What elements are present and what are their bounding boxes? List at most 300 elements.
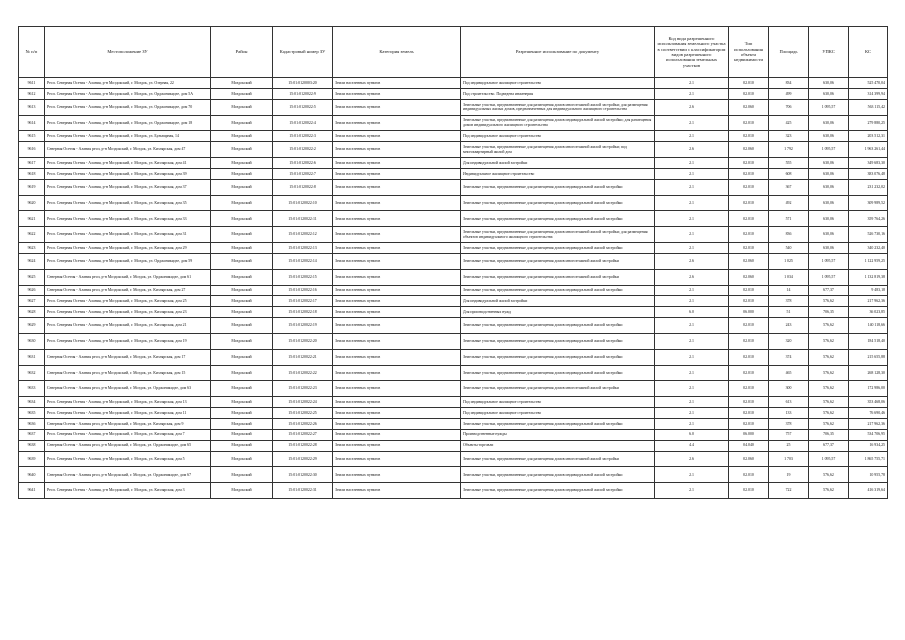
cell-share: 02.060 xyxy=(729,451,769,467)
cell-location: Респ. Северная Осетия - Алания, р-н Моздокский, г. Моздок, ул. Кизлярская, дом 35 xyxy=(45,195,211,211)
cell-code: 2.1 xyxy=(655,318,729,334)
cell-ks: 383 076,48 xyxy=(849,168,888,179)
cell-location: Респ. Северная Осетия - Алания, р-н Моздокский, г. Моздок, ул. Кизлярская, дом 11 xyxy=(45,408,211,419)
cell-category: Земли населенных пунктов xyxy=(333,158,461,169)
cell-ks: 9 483,18 xyxy=(849,285,888,296)
cell-num: 9633 xyxy=(19,381,45,397)
table-row xyxy=(19,269,888,285)
cell-cadastral: 15:01:0120022:7 xyxy=(273,168,333,179)
cell-ks: 340 232,40 xyxy=(849,243,888,254)
cell-area: 14 xyxy=(769,285,809,296)
table-row xyxy=(19,418,888,429)
cell-upks: 576,62 xyxy=(809,397,849,408)
cell-location: Респ. Северная Осетия - Алания, р-н Моздокский, г. Моздок, ул. Бульварная, 14 xyxy=(45,131,211,142)
cell-num: 9619 xyxy=(19,179,45,195)
cell-category: Земли населенных пунктов xyxy=(333,408,461,419)
cell-code: 2.6 xyxy=(655,142,729,158)
table-row xyxy=(19,88,888,99)
cell-upks: 630,06 xyxy=(809,243,849,254)
cell-use: Земельные участки, предназначенные для размещения домов индивидуальной жилой застройки xyxy=(461,365,655,381)
cell-location: Респ. Северная Осетия - Алания, р-н Моздокский, г. Моздок, ул. Кизлярская, дом 19 xyxy=(45,333,211,349)
cell-num: 9622 xyxy=(19,227,45,243)
cell-ks: 1 122 959,25 xyxy=(849,253,888,269)
cell-use: Под индивидуальное жилищное строительство xyxy=(461,397,655,408)
cell-cadastral: 15:01:0120003:20 xyxy=(273,78,333,89)
cell-share: 02.010 xyxy=(729,285,769,296)
land-plots-table xyxy=(18,26,888,499)
cell-use: Индивидуальное жилищное строительство xyxy=(461,168,655,179)
table-row xyxy=(19,285,888,296)
table-row xyxy=(19,440,888,451)
cell-use: Земельные участки, предназначенные для размещения домов многоэтажной жилой застройки xyxy=(461,451,655,467)
cell-area: 836 xyxy=(769,227,809,243)
cell-use: Для производственных нужд xyxy=(461,307,655,318)
cell-location: Респ. Северная Осетия - Алания, р-н Моздокский, г. Моздок, ул. Кизлярская, дом 7 xyxy=(45,429,211,440)
cell-ks: 359 764,26 xyxy=(849,211,888,227)
cell-location: Респ. Северная Осетия - Алания, р-н Моздокский, г. Моздок, ул. Кизлярская, дом 5 xyxy=(45,451,211,467)
cell-category: Земли населенных пунктов xyxy=(333,365,461,381)
cell-cadastral: 15:01:0120022:21 xyxy=(273,349,333,365)
cell-category: Земли населенных пунктов xyxy=(333,88,461,99)
cell-upks: 576,62 xyxy=(809,408,849,419)
cell-ks: 16 934,25 xyxy=(849,440,888,451)
cell-code: 2.1 xyxy=(655,397,729,408)
cell-area: 367 xyxy=(769,179,809,195)
cell-ks: 172 986,00 xyxy=(849,381,888,397)
cell-share: 02.060 xyxy=(729,269,769,285)
cell-area: 613 xyxy=(769,397,809,408)
table-row xyxy=(19,381,888,397)
cell-category: Земли населенных пунктов xyxy=(333,131,461,142)
cell-cadastral: 15:01:0120022:15 xyxy=(273,269,333,285)
cell-share: 02.010 xyxy=(729,78,769,89)
table-row xyxy=(19,408,888,419)
cell-code: 2.6 xyxy=(655,451,729,467)
cell-use: Производственные нужды xyxy=(461,429,655,440)
cell-code: 2.1 xyxy=(655,285,729,296)
cell-location: Респ. Северная Осетия - Алания, р-н Моздокский, г. Моздок, ул. Кизлярская, дом 25 xyxy=(45,296,211,307)
cell-category: Земли населенных пунктов xyxy=(333,483,461,499)
cell-share: 06.000 xyxy=(729,307,769,318)
cell-share: 02.010 xyxy=(729,168,769,179)
cell-cadastral: 15:01:0120022:30 xyxy=(273,467,333,483)
cell-code: 2.1 xyxy=(655,88,729,99)
cell-use: Земельные участки, предназначенные для размещения домов индивидуальной жилой застройки xyxy=(461,285,655,296)
cell-share: 02.010 xyxy=(729,243,769,254)
table-row xyxy=(19,451,888,467)
table-row xyxy=(19,168,888,179)
cell-ks: 526 730,16 xyxy=(849,227,888,243)
table-row xyxy=(19,349,888,365)
cell-district: Моздокский xyxy=(211,381,273,397)
cell-code: 2.1 xyxy=(655,131,729,142)
cell-ks: 76 690,46 xyxy=(849,408,888,419)
cell-area: 425 xyxy=(769,115,809,131)
cell-district: Моздокский xyxy=(211,142,273,158)
table-row xyxy=(19,365,888,381)
cell-location: Респ. Северная Осетия - Алания, р-н Моздокский, г. Моздок, ул. Кизлярская, дом 21 xyxy=(45,318,211,334)
cell-upks: 576,62 xyxy=(809,483,849,499)
cell-num: 9624 xyxy=(19,253,45,269)
cell-district: Моздокский xyxy=(211,243,273,254)
cell-upks: 576,62 xyxy=(809,467,849,483)
cell-upks: 630,06 xyxy=(809,211,849,227)
cell-category: Земли населенных пунктов xyxy=(333,397,461,408)
cell-ks: 563 115,42 xyxy=(849,99,888,115)
cell-share: 02.010 xyxy=(729,179,769,195)
cell-category: Земли населенных пунктов xyxy=(333,381,461,397)
cell-use: Земельные участки, предназначенные для размещения домов индивидуальной жилой застройки xyxy=(461,211,655,227)
cell-share: 04.040 xyxy=(729,440,769,451)
cell-ks: 184 518,40 xyxy=(849,333,888,349)
table-row xyxy=(19,318,888,334)
cell-ks: 10 955,78 xyxy=(849,467,888,483)
cell-upks: 630,06 xyxy=(809,179,849,195)
cell-code: 2.6 xyxy=(655,253,729,269)
cell-area: 1 792 xyxy=(769,142,809,158)
cell-category: Земли населенных пунктов xyxy=(333,429,461,440)
cell-code: 2.1 xyxy=(655,381,729,397)
cell-cadastral: 15:01:0120022:8 xyxy=(273,179,333,195)
table-body xyxy=(19,78,888,499)
cell-use: Объекты торговли xyxy=(461,440,655,451)
cell-use: Земельные участки, предназначенные для размещения домов индивидуальной жилой застройки xyxy=(461,243,655,254)
cell-code: 2.1 xyxy=(655,296,729,307)
header-category: Категория земель xyxy=(333,27,461,78)
cell-area: 499 xyxy=(769,88,809,99)
cell-category: Земли населенных пунктов xyxy=(333,440,461,451)
cell-cadastral: 15:01:0120022:5 xyxy=(273,99,333,115)
cell-upks: 1 095,57 xyxy=(809,451,849,467)
cell-cadastral: 15:01:0120022:23 xyxy=(273,381,333,397)
table-header-row xyxy=(19,27,888,78)
cell-use: Земельные участки, предназначенные для размещения домов индивидуальной жилой застройки xyxy=(461,318,655,334)
cell-share: 02.010 xyxy=(729,296,769,307)
cell-category: Земли населенных пунктов xyxy=(333,179,461,195)
cell-code: 2.1 xyxy=(655,365,729,381)
cell-num: 9617 xyxy=(19,158,45,169)
cell-num: 9614 xyxy=(19,115,45,131)
cell-share: 02.010 xyxy=(729,115,769,131)
cell-area: 243 xyxy=(769,318,809,334)
cell-upks: 630,06 xyxy=(809,88,849,99)
cell-upks: 576,62 xyxy=(809,381,849,397)
cell-upks: 1 095,57 xyxy=(809,142,849,158)
cell-share: 06.000 xyxy=(729,429,769,440)
cell-use: Земельные участки, предназначенные для размещения домов многоэтажной жилой застройки xyxy=(461,381,655,397)
cell-ks: 215 655,88 xyxy=(849,349,888,365)
cell-upks: 630,06 xyxy=(809,78,849,89)
cell-district: Моздокский xyxy=(211,211,273,227)
cell-ks: 140 118,66 xyxy=(849,318,888,334)
cell-category: Земли населенных пунктов xyxy=(333,451,461,467)
table-row xyxy=(19,142,888,158)
cell-upks: 677,37 xyxy=(809,285,849,296)
cell-district: Моздокский xyxy=(211,333,273,349)
cell-upks: 1 095,57 xyxy=(809,253,849,269)
cell-use: Под индивидуальное жилищное строительство xyxy=(461,78,655,89)
header-location: Местоположение ЗУ xyxy=(45,27,211,78)
cell-area: 1 025 xyxy=(769,253,809,269)
cell-location: Респ. Северная Осетия - Алания, р-н Моздокский, г. Моздок, ул. Орджоникидзе, дом 59 xyxy=(45,253,211,269)
cell-category: Земли населенных пунктов xyxy=(333,195,461,211)
cell-district: Моздокский xyxy=(211,296,273,307)
header-code: Код вида разрешенного использования земельного участка в соответствии с классификатором видов разрешенного использования земельных участков xyxy=(655,27,729,78)
cell-upks: 677,37 xyxy=(809,440,849,451)
cell-use: Земельные участки, предназначенные для размещения домов индивидуальной жилой застройки xyxy=(461,349,655,365)
cell-num: 9639 xyxy=(19,451,45,467)
cell-ks: 203 512,31 xyxy=(849,131,888,142)
cell-share: 02.060 xyxy=(729,142,769,158)
cell-code: 2.1 xyxy=(655,418,729,429)
cell-code: 2.1 xyxy=(655,115,729,131)
cell-use: Под индивидуальное жилищное строительство xyxy=(461,408,655,419)
cell-ks: 525 470,04 xyxy=(849,78,888,89)
cell-area: 133 xyxy=(769,408,809,419)
cell-use: Земельные участки, предназначенные для размещения домов многоэтажной жилой застройки; для размещения объектов индивидуального жилищного строительства xyxy=(461,227,655,243)
cell-num: 9629 xyxy=(19,318,45,334)
cell-district: Моздокский xyxy=(211,483,273,499)
cell-use: Земельные участки, предназначенные для размещения домов многоэтажной жилой застройки xyxy=(461,269,655,285)
cell-num: 9621 xyxy=(19,211,45,227)
table-row xyxy=(19,211,888,227)
cell-upks: 706,35 xyxy=(809,307,849,318)
cell-area: 320 xyxy=(769,333,809,349)
table-row xyxy=(19,397,888,408)
header-ks: КС xyxy=(849,27,888,78)
cell-num: 9631 xyxy=(19,349,45,365)
header-area: Площадь xyxy=(769,27,809,78)
cell-area: 51 xyxy=(769,307,809,318)
cell-location: Респ. Северная Осетия - Алания, р-н Моздокский, г. Моздок, ул. Кизлярская, дом 29 xyxy=(45,243,211,254)
cell-cadastral: 15:01:0120022:11 xyxy=(273,211,333,227)
table-row xyxy=(19,243,888,254)
cell-num: 9627 xyxy=(19,296,45,307)
table-row xyxy=(19,115,888,131)
cell-code: 2.1 xyxy=(655,349,729,365)
cell-code: 2.1 xyxy=(655,467,729,483)
cell-use: Земельные участки, предназначенные для размещения домов многоэтажной жилой застройки xyxy=(461,253,655,269)
cell-num: 9636 xyxy=(19,418,45,429)
header-num: № п/п xyxy=(19,27,45,78)
cell-num: 9623 xyxy=(19,243,45,254)
cell-code: 2.1 xyxy=(655,227,729,243)
cell-share: 02.010 xyxy=(729,349,769,365)
cell-cadastral: 15:01:0120022:9 xyxy=(273,88,333,99)
cell-location: Респ. Северная Осетия - Алания, р-н Моздокский, г. Моздок, ул. Кизлярская, дом 3 xyxy=(45,483,211,499)
cell-upks: 630,06 xyxy=(809,131,849,142)
cell-ks: 534 706,95 xyxy=(849,429,888,440)
cell-ks: 217 962,36 xyxy=(849,296,888,307)
cell-num: 9625 xyxy=(19,269,45,285)
table-row xyxy=(19,131,888,142)
cell-location: Респ. Северная Осетия - Алания, р-н Моздокский, г. Моздок, ул. Орджоникидзе, дом 5А xyxy=(45,88,211,99)
cell-ks: 349 683,30 xyxy=(849,158,888,169)
cell-use: Земельные участки, предназначенные для размещения домов индивидуальной жилой застройки xyxy=(461,483,655,499)
table-row xyxy=(19,253,888,269)
cell-location: Северная Осетия - Алания респ, р-н Моздокский, г. Моздок, ул. Кизлярская, дом 15 xyxy=(45,365,211,381)
cell-num: 9632 xyxy=(19,365,45,381)
cell-cadastral: 15:01:0120022:4 xyxy=(273,115,333,131)
cell-cadastral: 15:01:0120022:22 xyxy=(273,365,333,381)
cell-category: Земли населенных пунктов xyxy=(333,269,461,285)
cell-ks: 314 399,94 xyxy=(849,88,888,99)
cell-use: Земельные участки, предназначенные для размещения домов индивидуальной жилой застройки xyxy=(461,418,655,429)
cell-num: 9611 xyxy=(19,78,45,89)
cell-category: Земли населенных пунктов xyxy=(333,78,461,89)
table-row xyxy=(19,195,888,211)
cell-code: 6.0 xyxy=(655,307,729,318)
cell-num: 9618 xyxy=(19,168,45,179)
cell-upks: 576,62 xyxy=(809,296,849,307)
cell-cadastral: 15:01:0120022:28 xyxy=(273,440,333,451)
cell-location: Северная Осетия - Алания респ, р-н Моздокский, г. Моздок, ул. Орджоникидзе, дом 63 xyxy=(45,381,211,397)
cell-ks: 353 468,06 xyxy=(849,397,888,408)
cell-num: 9613 xyxy=(19,99,45,115)
cell-category: Земли населенных пунктов xyxy=(333,142,461,158)
cell-upks: 630,06 xyxy=(809,195,849,211)
cell-category: Земли населенных пунктов xyxy=(333,168,461,179)
cell-location: Северная Осетия - Алания респ, р-н Моздокский, г. Моздок, ул. Кизлярская, дом 27 xyxy=(45,285,211,296)
cell-ks: 217 962,36 xyxy=(849,418,888,429)
cell-cadastral: 15:01:0120022:12 xyxy=(273,227,333,243)
cell-share: 02.010 xyxy=(729,227,769,243)
cell-code: 2.1 xyxy=(655,168,729,179)
cell-area: 300 xyxy=(769,381,809,397)
cell-area: 25 xyxy=(769,440,809,451)
cell-category: Земли населенных пунктов xyxy=(333,418,461,429)
cell-share: 02.060 xyxy=(729,253,769,269)
cell-district: Моздокский xyxy=(211,408,273,419)
cell-cadastral: 15:01:0120022:31 xyxy=(273,483,333,499)
cell-share: 02.010 xyxy=(729,381,769,397)
cell-upks: 1 095,57 xyxy=(809,269,849,285)
cell-cadastral: 15:01:0120022:25 xyxy=(273,408,333,419)
cell-district: Моздокский xyxy=(211,397,273,408)
cell-district: Моздокский xyxy=(211,349,273,365)
cell-ks: 231 232,02 xyxy=(849,179,888,195)
cell-district: Моздокский xyxy=(211,440,273,451)
cell-area: 378 xyxy=(769,418,809,429)
cell-category: Земли населенных пунктов xyxy=(333,467,461,483)
cell-location: Северная Осетия - Алания респ, р-н Моздокский, г. Моздок, ул. Орджоникидзе, дом 67 xyxy=(45,467,211,483)
cell-use: Под индивидуальное жилищное строительство xyxy=(461,131,655,142)
cell-share: 02.010 xyxy=(729,88,769,99)
cell-code: 2.1 xyxy=(655,333,729,349)
cell-ks: 309 989,52 xyxy=(849,195,888,211)
cell-cadastral: 15:01:0120022:29 xyxy=(273,451,333,467)
cell-upks: 576,62 xyxy=(809,365,849,381)
cell-category: Земли населенных пунктов xyxy=(333,349,461,365)
cell-district: Моздокский xyxy=(211,429,273,440)
cell-code: 2.1 xyxy=(655,158,729,169)
cell-share: 02.010 xyxy=(729,365,769,381)
cell-use: Земельные участки, предназначенные для размещения домов индивидуальной жилой застройки xyxy=(461,179,655,195)
cell-district: Моздокский xyxy=(211,168,273,179)
cell-code: 2.1 xyxy=(655,195,729,211)
cell-location: Респ. Северная Осетия - Алания, р-н Моздокский, г. Моздок, ул. Кизлярская, дом 33 xyxy=(45,211,211,227)
header-use: Разрешенное использование по документу xyxy=(461,27,655,78)
table-row xyxy=(19,78,888,89)
cell-code: 2.1 xyxy=(655,211,729,227)
cell-district: Моздокский xyxy=(211,269,273,285)
cell-cadastral: 15:01:0120022:17 xyxy=(273,296,333,307)
cell-area: 757 xyxy=(769,429,809,440)
cell-upks: 1 095,57 xyxy=(809,99,849,115)
cell-category: Земли населенных пунктов xyxy=(333,211,461,227)
cell-category: Земли населенных пунктов xyxy=(333,333,461,349)
cell-ks: 36 023,85 xyxy=(849,307,888,318)
cell-upks: 630,06 xyxy=(809,227,849,243)
cell-location: Респ. Северная Осетия - Алания, р-н Моздокский, г. Моздок, ул. Кизлярская, дом 13 xyxy=(45,397,211,408)
cell-code: 6.0 xyxy=(655,429,729,440)
cell-use: Земельные участки, предназначенные для размещения домов индивидуальной жилой застройки xyxy=(461,333,655,349)
cell-cadastral: 15:01:0120022:2 xyxy=(273,142,333,158)
cell-cadastral: 15:01:0120022:13 xyxy=(273,243,333,254)
cell-num: 9626 xyxy=(19,285,45,296)
cell-use: Для индивидуальной жилой застройки xyxy=(461,158,655,169)
cell-area: 540 xyxy=(769,243,809,254)
cell-area: 706 xyxy=(769,99,809,115)
cell-share: 02.010 xyxy=(729,408,769,419)
cell-ks: 279 880,25 xyxy=(849,115,888,131)
cell-code: 2.6 xyxy=(655,269,729,285)
cell-location: Респ. Северная Осетия - Алания, р-н Моздокский, г. Моздок, ул. Кизлярская, дом 23 xyxy=(45,307,211,318)
cell-location: Респ. Северная Осетия - Алания, р-н Моздокский, г. Моздок, ул. Орджоникидзе, дом 70 xyxy=(45,99,211,115)
cell-num: 9638 xyxy=(19,440,45,451)
cell-district: Моздокский xyxy=(211,78,273,89)
cell-district: Моздокский xyxy=(211,227,273,243)
cell-share: 02.010 xyxy=(729,318,769,334)
cell-share: 02.010 xyxy=(729,467,769,483)
cell-area: 323 xyxy=(769,131,809,142)
cell-district: Моздокский xyxy=(211,307,273,318)
cell-num: 9641 xyxy=(19,483,45,499)
cell-share: 02.010 xyxy=(729,418,769,429)
cell-upks: 576,62 xyxy=(809,333,849,349)
cell-upks: 630,06 xyxy=(809,115,849,131)
cell-location: Северная Осетия - Алания респ, р-н Моздокский, г. Моздок, ул. Орджоникидзе, дом 65 xyxy=(45,440,211,451)
cell-location: Северная Осетия - Алания респ, р-н Моздокский, г. Моздок, ул. Кизлярская, дом 9 xyxy=(45,418,211,429)
cell-district: Моздокский xyxy=(211,158,273,169)
cell-location: Северная Осетия - Алания респ, р-н Моздокский, г. Моздок, ул. Орджоникидзе, дом 61 xyxy=(45,269,211,285)
cell-district: Моздокский xyxy=(211,88,273,99)
cell-ks: 1 865 755,71 xyxy=(849,451,888,467)
cell-area: 555 xyxy=(769,158,809,169)
cell-category: Земли населенных пунктов xyxy=(333,227,461,243)
table-row xyxy=(19,483,888,499)
cell-share: 02.060 xyxy=(729,99,769,115)
table-row xyxy=(19,333,888,349)
cell-upks: 630,06 xyxy=(809,168,849,179)
cell-cadastral: 15:01:0120022:14 xyxy=(273,253,333,269)
cell-code: 2.1 xyxy=(655,483,729,499)
header-upks: УПКС xyxy=(809,27,849,78)
cell-district: Моздокский xyxy=(211,285,273,296)
cell-code: 2.1 xyxy=(655,179,729,195)
cell-num: 9640 xyxy=(19,467,45,483)
cell-area: 834 xyxy=(769,78,809,89)
cell-num: 9630 xyxy=(19,333,45,349)
cell-share: 02.010 xyxy=(729,195,769,211)
cell-area: 378 xyxy=(769,296,809,307)
cell-area: 19 xyxy=(769,467,809,483)
table-row xyxy=(19,296,888,307)
cell-category: Земли населенных пунктов xyxy=(333,253,461,269)
cell-area: 492 xyxy=(769,195,809,211)
cell-district: Моздокский xyxy=(211,365,273,381)
header-cadastral: Кадастровый номер ЗУ xyxy=(273,27,333,78)
